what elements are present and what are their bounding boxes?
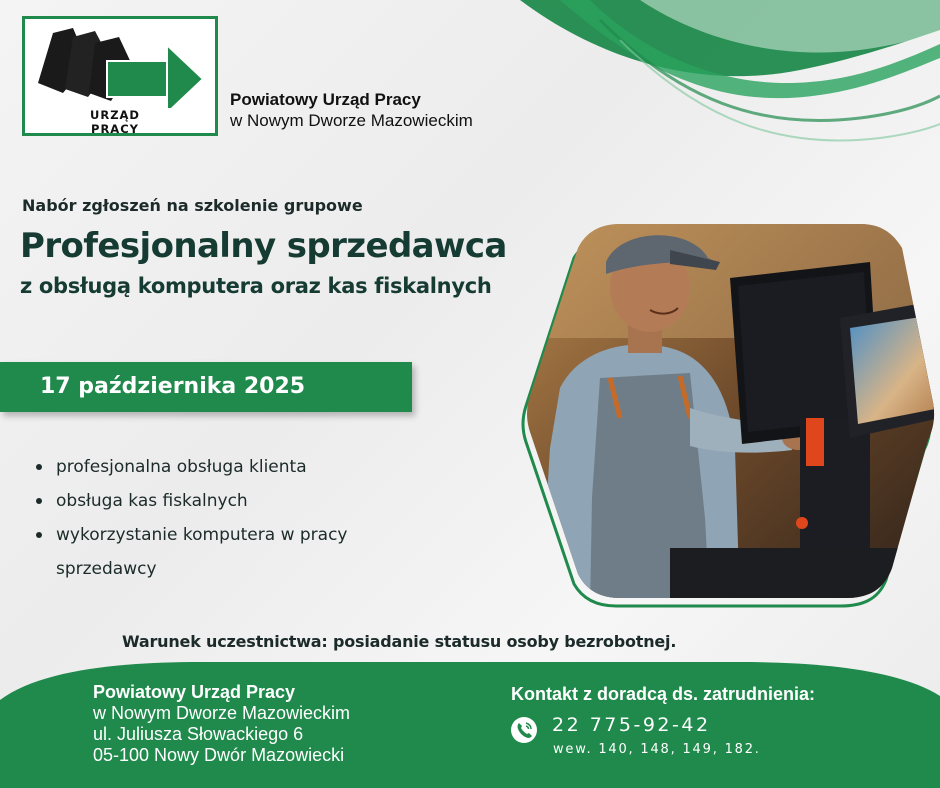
cashier-photo — [520, 218, 940, 610]
participation-condition: Warunek uczestnictwa: posiadanie statusu osoby bezrobotnej. — [122, 632, 677, 651]
course-subtitle: z obsługą komputera oraz kas fiskalnych — [20, 274, 492, 298]
recruitment-pretitle: Nabór zgłoszeń na szkolenie grupowe — [22, 196, 363, 215]
date-banner — [0, 362, 412, 412]
course-topic: wykorzystanie komputera w pracy sprzedawcy — [36, 518, 436, 586]
address-line: 05-100 Nowy Dwór Mazowiecki — [93, 745, 345, 765]
contact-phone[interactable]: 22 775-92-42 — [552, 714, 711, 736]
organization-location: w Nowym Dworze Mazowieckim — [230, 111, 473, 130]
phone-icon — [510, 716, 538, 744]
contact-extensions: wew. 140, 148, 149, 182. — [553, 742, 761, 757]
course-title: Profesjonalny sprzedawca — [20, 226, 507, 266]
address-name: Powiatowy Urząd Pracy — [93, 682, 296, 702]
logo — [22, 16, 218, 136]
organization-title: Powiatowy Urząd Pracy — [230, 90, 421, 109]
contact-heading: Kontakt z doradcą ds. zatrudnienia: — [511, 684, 816, 704]
logo-text: URZĄD PRACY — [90, 108, 140, 136]
office-address — [93, 682, 350, 766]
address-line: ul. Juliusza Słowackiego 6 — [93, 724, 304, 744]
organization-name — [230, 89, 473, 131]
address-line: w Nowym Dworze Mazowieckim — [93, 703, 351, 723]
course-topic: obsługa kas fiskalnych — [36, 484, 436, 518]
logo-graphic — [33, 23, 213, 108]
course-topics-list — [36, 450, 436, 586]
course-topic: profesjonalna obsługa klienta — [36, 450, 436, 484]
course-date: 17 października 2025 — [40, 374, 306, 399]
